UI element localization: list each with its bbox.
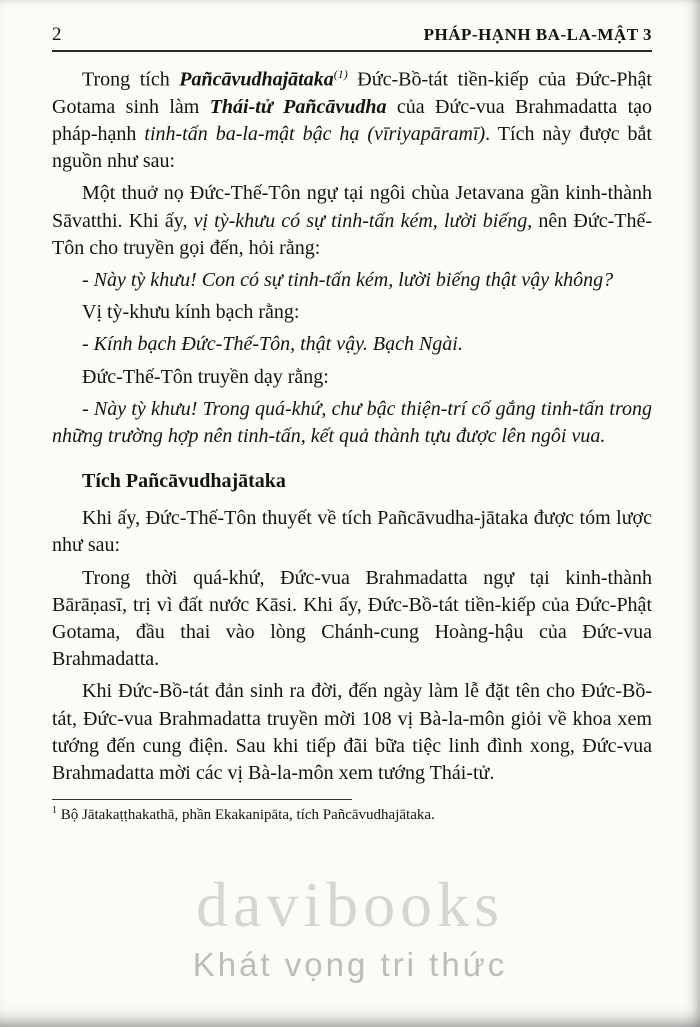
- text-run: Một thuở nọ Đức-Thế-Tôn ngự tại ngôi chùa Jetavana gần kinh-thành Sāvatthi. Khi ấy,: [52, 182, 652, 232]
- paragraph: [52, 364, 652, 391]
- text-run: Khi Đức-Bồ-tát đản sinh ra đời, đến ngày làm lễ đặt tên cho Đức-Bồ-tát, Đức-vua Brahmadatta truyền mời 108 vị Bà-la-môn giỏi về khoa xem tướng đến cung điện. Sau khi tiếp đãi bữa tiệc linh đình xong, Đức-vua Brahmadatta mời các vị Bà-la-môn xem tướng Thái-tử.: [52, 680, 652, 784]
- text-run: Đức-Thế-Tôn truyền dạy rằng:: [82, 365, 329, 388]
- footnote-divider: [52, 799, 352, 800]
- page-number: 2: [52, 24, 62, 45]
- paragraph: [52, 396, 652, 450]
- text-run: Trong tích: [82, 68, 180, 91]
- paragraph: [52, 66, 652, 175]
- section-heading: [52, 468, 652, 495]
- header-rule: [52, 50, 652, 52]
- paragraph: [52, 505, 652, 559]
- footnote-marker: 1: [52, 805, 57, 817]
- text-run: nên Đức-Thế-Tôn cho truyền gọi đến, hỏi rằng:: [52, 209, 652, 259]
- paragraph: [52, 331, 652, 358]
- page-header: [52, 24, 652, 46]
- text-run: vị tỳ-khưu có sự tinh-tấn kém, lười biếng,: [193, 209, 533, 232]
- text-run: Vị tỳ-khưu kính bạch rằng:: [82, 301, 300, 324]
- text-run: - Này tỳ khưu! Trong quá-khứ, chư bậc thiện-trí cố gắng tinh-tấn trong những trường hợp nên tinh-tấn, kết quả thành tựu được lên ngôi vua.: [52, 397, 652, 447]
- text-run: của Đức-vua Brahmadatta tạo pháp-hạnh: [52, 95, 653, 146]
- text-run: tinh-tấn ba-la-mật bậc hạ (vīriyapāramī): [144, 123, 486, 146]
- text-run: Đức-Bồ-tát tiền-kiếp của Đức-Phật Gotama sinh làm: [52, 68, 652, 118]
- text-body: [52, 66, 652, 787]
- watermark-slogan: Khát vọng tri thức: [192, 946, 508, 983]
- watermark-brand: davibooks: [195, 869, 505, 940]
- footnote-area: [52, 799, 652, 826]
- text-run: Trong thời quá-khứ, Đức-vua Brahmadatta ngự tại kinh-thành Bārāṇasī, trị vì đất nước Kāsi. Khi ấy, Đức-Bồ-tát tiền-kiếp của Đức-Phật Gotama, đầu thai vào lòng Chánh-cung Hoàng-hậu của Đức-vua Brahmadatta.: [52, 566, 652, 671]
- footnote: [52, 804, 652, 826]
- paragraph: [52, 678, 652, 787]
- running-title: PHÁP-HẠNH BA-LA-MẬT 3: [423, 25, 652, 44]
- paragraph: [52, 267, 652, 294]
- paragraph: [52, 565, 652, 674]
- footnote-text: Bộ Jātakaṭṭhakathā, phần Ekakanipāta, tích Pañcāvudhajātaka.: [57, 807, 435, 824]
- text-run: . Tích này được bắt nguồn như sau:: [52, 123, 652, 173]
- watermark: [0, 868, 700, 984]
- text-run: Tích Pañcāvudhajātaka: [82, 470, 286, 493]
- text-run: Thái-tử Pañcāvudha: [209, 95, 387, 118]
- text-run: Pañcāvudhajātaka: [179, 68, 334, 91]
- paragraph: [52, 299, 652, 326]
- text-run: - Này tỳ khưu! Con có sự tinh-tấn kém, lười biếng thật vậy không?: [82, 268, 614, 291]
- footnote-reference: (1): [333, 67, 348, 81]
- text-run: - Kính bạch Đức-Thế-Tôn, thật vậy. Bạch Ngài.: [82, 333, 463, 356]
- paragraph: [52, 180, 652, 262]
- text-run: Khi ấy, Đức-Thế-Tôn thuyết về tích Pañcāvudha-jātaka được tóm lược như sau:: [52, 507, 652, 557]
